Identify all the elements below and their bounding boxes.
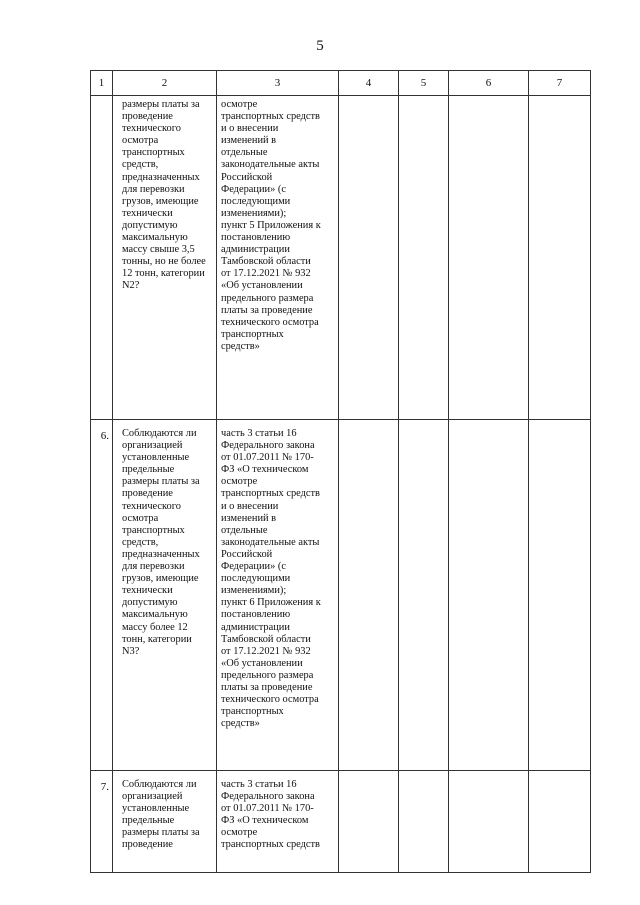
text-line: отдельные	[221, 524, 268, 536]
text-line: «Об установлении	[221, 280, 303, 292]
empty-cell	[529, 420, 591, 771]
empty-cell	[449, 420, 529, 771]
text-line: транспортных средств	[221, 488, 320, 500]
text-line: тонн, категории	[122, 633, 192, 645]
text-line: пункт 6 Приложения к	[221, 597, 321, 609]
text-line: платы за проведение	[221, 304, 313, 316]
text-line: грузов, имеющие	[122, 195, 199, 207]
text-line: транспортных средств	[221, 111, 320, 123]
empty-cell	[399, 96, 449, 420]
text-line: законодательные акты	[221, 159, 320, 171]
text-line: средств»	[221, 718, 260, 730]
empty-cell	[449, 96, 529, 420]
text-line: максимальную	[122, 609, 188, 621]
text-line: проведение	[122, 488, 173, 500]
text-line: размеры платы за	[122, 827, 200, 839]
text-line: транспортных	[122, 147, 185, 159]
text-line: N2?	[122, 280, 140, 292]
text-line: законодательные акты	[221, 536, 320, 548]
text-line: осмотре	[221, 827, 258, 839]
header-cell: 6	[449, 71, 529, 96]
text-line: последующими	[221, 573, 291, 585]
text-line: от 01.07.2011 № 170-	[221, 803, 314, 815]
header-cell: 4	[339, 71, 399, 96]
text-line: транспортных средств	[221, 839, 320, 851]
text-line: осмотре	[221, 99, 258, 110]
text-line: ФЗ «О техническом	[221, 815, 309, 827]
text-line: размеры платы за	[122, 99, 200, 110]
question-cell	[113, 420, 217, 771]
empty-cell	[449, 771, 529, 873]
text-line: Федерации» (с	[221, 183, 286, 195]
header-cell: 5	[399, 71, 449, 96]
row-number	[91, 96, 113, 420]
page-number: 5	[316, 38, 324, 54]
text-line: осмотре	[221, 476, 258, 488]
empty-cell	[529, 771, 591, 873]
text-line: Федерального закона	[221, 440, 315, 452]
text-line: «Об установлении	[221, 657, 303, 669]
row-number: 7.	[91, 771, 113, 873]
text-line: технически	[122, 585, 173, 597]
text-line: тонны, но не более	[122, 256, 206, 268]
text-line: массу свыше 3,5	[122, 244, 195, 256]
text-line: допустимую	[122, 219, 178, 231]
text-line: платы за проведение	[221, 681, 313, 693]
text-line: часть 3 статьи 16	[221, 779, 297, 790]
text-line: проведение	[122, 111, 173, 123]
text-line: Соблюдаются ли	[122, 779, 197, 790]
table-row	[91, 96, 591, 420]
text-line: Тамбовской области	[221, 256, 311, 268]
text-line: от 17.12.2021 № 932	[221, 645, 311, 657]
text-line: и о внесении	[221, 500, 279, 512]
text-line: Российской	[221, 548, 273, 560]
table-row	[91, 420, 591, 771]
empty-cell	[339, 96, 399, 420]
text-line: и о внесении	[221, 123, 279, 135]
text-line: изменений в	[221, 512, 277, 524]
text-line: технического осмотра	[221, 316, 319, 328]
empty-cell	[339, 771, 399, 873]
text-line: предельные	[122, 815, 175, 827]
text-line: предельного размера	[221, 292, 314, 304]
text-line: N3?	[122, 645, 140, 657]
text-line: изменениями);	[221, 585, 287, 597]
text-line: установленные	[122, 803, 190, 815]
text-line: последующими	[221, 195, 291, 207]
text-line: организацией	[122, 791, 183, 803]
text-line: изменениями);	[221, 207, 287, 219]
text-line: массу более 12	[122, 621, 188, 633]
text-line: Соблюдаются ли	[122, 428, 197, 439]
text-line: транспортных	[122, 524, 185, 536]
text-line: транспортных	[221, 706, 284, 718]
header-cell: 2	[113, 71, 217, 96]
text-line: 12 тонн, категории	[122, 268, 205, 280]
text-line: часть 3 статьи 16	[221, 428, 297, 439]
text-line: проведение	[122, 839, 173, 851]
text-line: постановлению	[221, 232, 291, 244]
text-line: установленные	[122, 452, 190, 464]
question-cell	[113, 96, 217, 420]
text-line: осмотра	[122, 512, 159, 524]
text-line: Тамбовской области	[221, 633, 311, 645]
text-line: для перевозки	[122, 183, 185, 195]
text-line: максимальную	[122, 232, 188, 244]
table-header-row	[91, 71, 591, 96]
text-line: постановлению	[221, 609, 291, 621]
text-line: технического	[122, 500, 181, 512]
text-line: администрации	[221, 621, 290, 633]
text-line: средств,	[122, 536, 159, 548]
header-cell: 1	[91, 71, 113, 96]
text-line: от 17.12.2021 № 932	[221, 268, 311, 280]
checklist-table	[90, 70, 591, 873]
header-cell: 7	[529, 71, 591, 96]
text-line: грузов, имеющие	[122, 573, 199, 585]
question-cell	[113, 771, 217, 873]
text-line: пункт 5 Приложения к	[221, 219, 321, 231]
table-row	[91, 771, 591, 873]
text-line: осмотра	[122, 135, 159, 147]
text-line: предназначенных	[122, 171, 200, 183]
text-line: от 01.07.2011 № 170-	[221, 452, 314, 464]
text-line: отдельные	[221, 147, 268, 159]
empty-cell	[339, 420, 399, 771]
text-line: ФЗ «О техническом	[221, 464, 309, 476]
text-line: предназначенных	[122, 548, 200, 560]
empty-cell	[399, 420, 449, 771]
header-cell: 3	[217, 71, 339, 96]
row-number: 6.	[91, 420, 113, 771]
text-line: изменений в	[221, 135, 277, 147]
legal-reference-cell	[217, 771, 339, 873]
text-line: Федерального закона	[221, 791, 315, 803]
text-line: допустимую	[122, 597, 178, 609]
legal-reference-cell	[217, 420, 339, 771]
legal-reference-cell	[217, 96, 339, 420]
text-line: средств,	[122, 159, 159, 171]
text-line: технического осмотра	[221, 694, 319, 706]
text-line: технически	[122, 207, 173, 219]
text-line: средств»	[221, 340, 260, 352]
text-line: Федерации» (с	[221, 561, 286, 573]
text-line: организацией	[122, 440, 183, 452]
text-line: размеры платы за	[122, 476, 200, 488]
text-line: транспортных	[221, 328, 284, 340]
text-line: предельного размера	[221, 669, 314, 681]
empty-cell	[529, 96, 591, 420]
text-line: для перевозки	[122, 561, 185, 573]
text-line: администрации	[221, 244, 290, 256]
text-line: предельные	[122, 464, 175, 476]
empty-cell	[399, 771, 449, 873]
text-line: Российской	[221, 171, 273, 183]
text-line: технического	[122, 123, 181, 135]
